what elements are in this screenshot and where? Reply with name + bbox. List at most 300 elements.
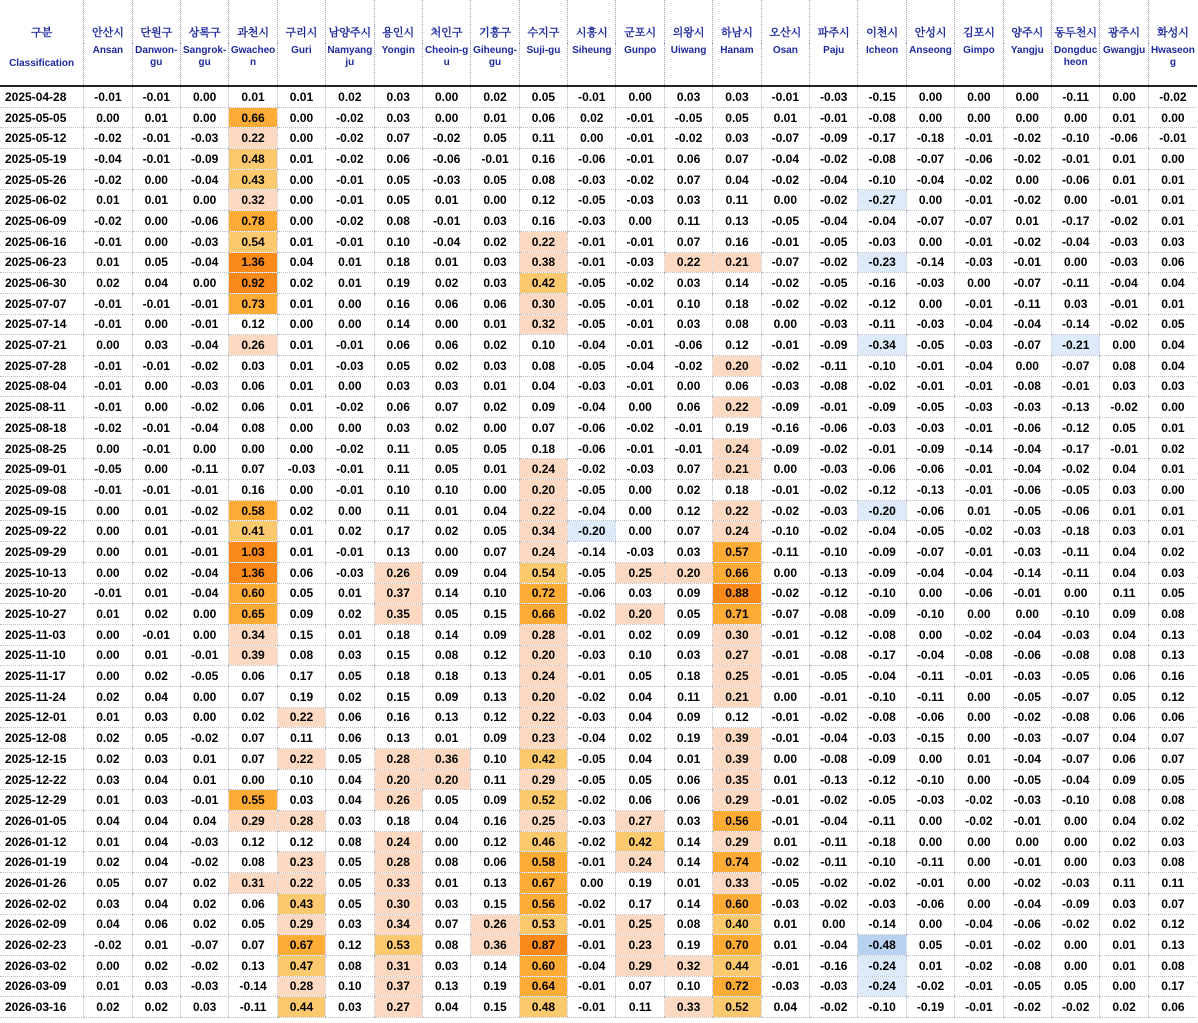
value-cell: 0.01 (180, 769, 228, 790)
value-cell: 0.03 (664, 645, 712, 666)
date-cell: 2025-09-08 (0, 480, 84, 501)
date-cell: 2025-09-22 (0, 521, 84, 542)
value-cell: 0.00 (422, 314, 470, 335)
value-cell: -0.02 (84, 211, 132, 232)
value-cell: 0.01 (84, 252, 132, 273)
value-cell: -0.08 (955, 645, 1003, 666)
value-cell: -0.01 (180, 480, 228, 501)
column-header-en: Hwaseong (1148, 43, 1197, 86)
date-cell: 2025-11-17 (0, 666, 84, 687)
value-cell: 0.05 (132, 728, 180, 749)
table-row (0, 893, 1197, 914)
value-cell: 0.26 (374, 562, 422, 583)
value-cell: -0.02 (616, 418, 664, 439)
value-cell: -0.04 (180, 583, 228, 604)
column-header-ko: 안성시 (906, 0, 954, 43)
value-cell: 0.03 (84, 769, 132, 790)
value-cell: 0.02 (132, 666, 180, 687)
value-cell: 0.02 (84, 728, 132, 749)
value-cell: 0.02 (326, 86, 374, 107)
value-cell: -0.05 (568, 190, 616, 211)
value-cell: 0.00 (132, 459, 180, 480)
value-cell: 0.07 (229, 728, 277, 749)
value-cell: 0.64 (519, 976, 567, 997)
value-cell: 0.00 (84, 542, 132, 563)
value-cell: 0.00 (277, 169, 325, 190)
value-cell: 0.92 (229, 273, 277, 294)
value-cell: 0.04 (422, 811, 470, 832)
value-cell: -0.02 (568, 893, 616, 914)
value-cell: -0.01 (761, 955, 809, 976)
column-header-en: Gunpo (616, 43, 664, 86)
table-row (0, 480, 1197, 501)
value-cell: -0.09 (906, 438, 954, 459)
value-cell: 0.14 (664, 893, 712, 914)
value-cell: 0.00 (1003, 107, 1051, 128)
value-cell: 0.18 (374, 624, 422, 645)
column-header-en: Uiwang (664, 43, 712, 86)
value-cell: 0.01 (1148, 459, 1197, 480)
value-cell: 0.04 (132, 811, 180, 832)
value-cell: 0.04 (713, 169, 761, 190)
column-header-ko: 시흥시 (568, 0, 616, 43)
value-cell: -0.01 (955, 480, 1003, 501)
value-cell: 0.04 (326, 790, 374, 811)
value-cell: -0.10 (761, 521, 809, 542)
value-cell: 0.00 (568, 128, 616, 149)
value-cell: -0.10 (906, 769, 954, 790)
table-row (0, 438, 1197, 459)
value-cell: 0.17 (1148, 976, 1197, 997)
value-cell: 0.00 (84, 521, 132, 542)
value-cell: 0.31 (374, 955, 422, 976)
table-row (0, 542, 1197, 563)
value-cell: 0.00 (906, 624, 954, 645)
value-cell: -0.04 (858, 666, 906, 687)
value-cell: 0.02 (471, 397, 519, 418)
value-cell: 0.05 (471, 521, 519, 542)
value-cell: -0.03 (422, 169, 470, 190)
value-cell: -0.02 (568, 686, 616, 707)
value-cell: -0.01 (664, 418, 712, 439)
value-cell: -0.05 (568, 293, 616, 314)
value-cell: 0.43 (277, 893, 325, 914)
value-cell: 0.01 (326, 583, 374, 604)
value-cell: -0.14 (568, 542, 616, 563)
value-cell: 0.53 (519, 914, 567, 935)
value-cell: 0.01 (132, 107, 180, 128)
value-cell: 0.11 (277, 728, 325, 749)
value-cell: 0.16 (374, 707, 422, 728)
value-cell: 0.05 (1148, 583, 1197, 604)
value-cell: 0.00 (1052, 107, 1100, 128)
value-cell: -0.14 (955, 438, 1003, 459)
value-cell: 0.29 (616, 955, 664, 976)
value-cell: 0.23 (616, 935, 664, 956)
value-cell: 0.24 (713, 521, 761, 542)
value-cell: 0.03 (664, 811, 712, 832)
value-cell: -0.08 (1003, 376, 1051, 397)
value-cell: -0.03 (180, 976, 228, 997)
value-cell: -0.03 (858, 728, 906, 749)
date-cell: 2025-09-01 (0, 459, 84, 480)
value-cell: 0.02 (422, 355, 470, 376)
value-cell: 0.24 (616, 852, 664, 873)
value-cell: 0.10 (471, 749, 519, 770)
column-header-en: Yongin (374, 43, 422, 86)
value-cell: 0.88 (713, 583, 761, 604)
value-cell: -0.09 (858, 542, 906, 563)
value-cell: 0.02 (132, 562, 180, 583)
value-cell: 0.10 (664, 293, 712, 314)
value-cell: 0.29 (229, 811, 277, 832)
value-cell: 0.02 (132, 955, 180, 976)
value-cell: 0.32 (519, 314, 567, 335)
table-row (0, 459, 1197, 480)
value-cell: 0.03 (471, 273, 519, 294)
value-cell: 0.01 (132, 645, 180, 666)
value-cell: -0.03 (906, 790, 954, 811)
value-cell: -0.02 (810, 521, 858, 542)
value-cell: -0.04 (761, 149, 809, 170)
value-cell: 0.17 (277, 666, 325, 687)
value-cell: 0.00 (229, 438, 277, 459)
value-cell: 0.05 (374, 169, 422, 190)
value-cell: -0.11 (810, 355, 858, 376)
value-cell: -0.18 (1052, 521, 1100, 542)
value-cell: -0.02 (84, 169, 132, 190)
value-cell: -0.11 (810, 831, 858, 852)
value-cell: 0.23 (519, 728, 567, 749)
column-header-en: Gwangju (1100, 43, 1148, 86)
value-cell: 0.07 (422, 914, 470, 935)
value-cell: 0.08 (1148, 790, 1197, 811)
value-cell: -0.04 (568, 335, 616, 356)
date-cell: 2025-06-23 (0, 252, 84, 273)
value-cell: 0.03 (374, 418, 422, 439)
value-cell: -0.02 (1003, 190, 1051, 211)
table-row (0, 252, 1197, 273)
value-cell: -0.03 (810, 86, 858, 107)
value-cell: 0.08 (326, 831, 374, 852)
value-cell: -0.12 (810, 583, 858, 604)
value-cell: -0.04 (810, 728, 858, 749)
value-cell: -0.05 (568, 562, 616, 583)
value-cell: 0.19 (616, 873, 664, 894)
value-cell: -0.05 (906, 335, 954, 356)
value-cell: 0.04 (132, 831, 180, 852)
date-cell: 2025-08-11 (0, 397, 84, 418)
value-cell: 0.03 (713, 128, 761, 149)
value-cell: 0.09 (1100, 769, 1148, 790)
value-cell: 0.09 (664, 624, 712, 645)
value-cell: 0.09 (277, 604, 325, 625)
value-cell: -0.02 (326, 128, 374, 149)
date-cell: 2025-06-30 (0, 273, 84, 294)
value-cell: 0.00 (84, 666, 132, 687)
value-cell: 0.00 (906, 749, 954, 770)
value-cell: -0.02 (810, 893, 858, 914)
value-cell: -0.01 (326, 169, 374, 190)
value-cell: -0.03 (761, 376, 809, 397)
value-cell: 0.04 (616, 707, 664, 728)
column-header-en: Dongducheon (1052, 43, 1100, 86)
value-cell: 0.07 (1148, 893, 1197, 914)
value-cell: 0.67 (277, 935, 325, 956)
date-cell: 2025-10-20 (0, 583, 84, 604)
value-cell: 0.10 (374, 480, 422, 501)
value-cell: -0.04 (180, 335, 228, 356)
value-cell: -0.12 (858, 480, 906, 501)
value-cell: -0.02 (1003, 707, 1051, 728)
value-cell: 0.01 (84, 604, 132, 625)
column-header-en: Anseong (906, 43, 954, 86)
value-cell: 0.01 (132, 521, 180, 542)
value-cell: 0.24 (713, 438, 761, 459)
value-cell: 0.03 (1148, 376, 1197, 397)
value-cell: 0.36 (422, 749, 470, 770)
value-cell: -0.04 (568, 397, 616, 418)
value-cell: 0.53 (374, 935, 422, 956)
date-cell: 2025-08-25 (0, 438, 84, 459)
value-cell: 0.00 (1052, 852, 1100, 873)
value-cell: 0.07 (374, 128, 422, 149)
value-cell: 0.01 (1100, 169, 1148, 190)
value-cell: 0.25 (519, 811, 567, 832)
value-cell: -0.04 (568, 728, 616, 749)
value-cell: 0.07 (422, 397, 470, 418)
column-header-en: Siheung (568, 43, 616, 86)
value-cell: -0.03 (810, 459, 858, 480)
value-cell: 0.04 (1148, 335, 1197, 356)
value-cell: 0.04 (1100, 624, 1148, 645)
value-cell: 0.01 (84, 831, 132, 852)
value-cell: 0.36 (471, 935, 519, 956)
value-cell: -0.03 (1003, 666, 1051, 687)
value-cell: 0.39 (229, 645, 277, 666)
value-cell: 0.03 (1148, 231, 1197, 252)
value-cell: 0.01 (132, 935, 180, 956)
value-cell: 0.29 (519, 769, 567, 790)
value-cell: 0.00 (132, 376, 180, 397)
value-cell: 0.01 (326, 273, 374, 294)
value-cell: -0.02 (1100, 211, 1148, 232)
date-cell: 2025-04-28 (0, 86, 84, 107)
value-cell: 0.42 (519, 749, 567, 770)
value-cell: -0.03 (955, 335, 1003, 356)
value-cell: -0.04 (422, 231, 470, 252)
value-cell: 0.07 (229, 749, 277, 770)
value-cell: 1.36 (229, 562, 277, 583)
date-cell: 2026-02-23 (0, 935, 84, 956)
value-cell: -0.01 (180, 314, 228, 335)
value-cell: 0.13 (374, 728, 422, 749)
value-cell: 0.05 (374, 190, 422, 211)
value-cell: -0.01 (858, 438, 906, 459)
value-cell: 0.13 (1148, 645, 1197, 666)
value-cell: -0.03 (761, 976, 809, 997)
value-cell: -0.05 (1003, 769, 1051, 790)
value-cell: -0.03 (1100, 252, 1148, 273)
column-header-ko: 화성시 (1148, 0, 1197, 43)
table-row (0, 790, 1197, 811)
value-cell: -0.03 (326, 355, 374, 376)
value-cell: 0.03 (422, 893, 470, 914)
value-cell: -0.11 (1052, 562, 1100, 583)
value-cell: 0.07 (471, 542, 519, 563)
value-cell: -0.01 (955, 231, 1003, 252)
value-cell: -0.03 (616, 459, 664, 480)
value-cell: 0.06 (713, 376, 761, 397)
value-cell: 0.07 (664, 169, 712, 190)
value-cell: 0.44 (713, 955, 761, 976)
value-cell: -0.03 (616, 542, 664, 563)
value-cell: 0.01 (664, 749, 712, 770)
table-row (0, 976, 1197, 997)
value-cell: -0.06 (568, 418, 616, 439)
value-cell: -0.01 (568, 252, 616, 273)
value-cell: -0.04 (810, 211, 858, 232)
value-cell: 0.00 (84, 500, 132, 521)
value-cell: -0.01 (761, 728, 809, 749)
value-cell: -0.02 (955, 955, 1003, 976)
value-cell: 0.06 (1148, 252, 1197, 273)
value-cell: -0.02 (84, 935, 132, 956)
table-row (0, 128, 1197, 149)
value-cell: -0.02 (326, 149, 374, 170)
value-cell: 0.02 (1100, 914, 1148, 935)
value-cell: -0.08 (858, 107, 906, 128)
value-cell: 0.08 (664, 914, 712, 935)
value-cell: 0.11 (664, 211, 712, 232)
date-cell: 2026-02-09 (0, 914, 84, 935)
value-cell: 0.01 (761, 831, 809, 852)
value-cell: 0.01 (471, 314, 519, 335)
value-cell: 0.38 (519, 252, 567, 273)
value-cell: -0.02 (955, 521, 1003, 542)
value-cell: 0.01 (422, 500, 470, 521)
value-cell: 0.12 (519, 190, 567, 211)
table-row (0, 376, 1197, 397)
date-cell: 2026-03-16 (0, 997, 84, 1018)
value-cell: -0.04 (1003, 749, 1051, 770)
value-cell: 0.32 (664, 955, 712, 976)
date-cell: 2026-01-12 (0, 831, 84, 852)
value-cell: 0.04 (180, 811, 228, 832)
date-cell: 2025-05-05 (0, 107, 84, 128)
value-cell: -0.13 (1052, 397, 1100, 418)
value-cell: -0.14 (1003, 562, 1051, 583)
value-cell: -0.02 (1052, 997, 1100, 1018)
value-cell: 0.00 (422, 831, 470, 852)
value-cell: 0.04 (84, 811, 132, 832)
value-cell: 0.00 (1052, 190, 1100, 211)
value-cell: -0.02 (1003, 149, 1051, 170)
value-cell: 1.36 (229, 252, 277, 273)
value-cell: -0.02 (955, 169, 1003, 190)
value-cell: -0.09 (858, 749, 906, 770)
date-cell: 2025-08-18 (0, 418, 84, 439)
value-cell: 0.03 (664, 273, 712, 294)
value-cell: 0.01 (955, 749, 1003, 770)
value-cell: -0.01 (326, 480, 374, 501)
value-cell: -0.02 (810, 149, 858, 170)
value-cell: 0.52 (519, 790, 567, 811)
value-cell: 0.00 (1003, 355, 1051, 376)
value-cell: 0.05 (277, 583, 325, 604)
value-cell: 0.25 (616, 562, 664, 583)
value-cell: 0.07 (713, 149, 761, 170)
value-cell: 0.19 (471, 976, 519, 997)
value-cell: 0.01 (761, 769, 809, 790)
value-cell: 0.01 (84, 976, 132, 997)
value-cell: 0.05 (326, 852, 374, 873)
value-cell: -0.02 (761, 583, 809, 604)
value-cell: 0.03 (1100, 376, 1148, 397)
value-cell: -0.04 (955, 314, 1003, 335)
value-cell: 0.03 (1148, 831, 1197, 852)
value-cell: 0.01 (84, 790, 132, 811)
value-cell: -0.02 (422, 128, 470, 149)
value-cell: -0.02 (1052, 914, 1100, 935)
value-cell: 0.11 (374, 438, 422, 459)
value-cell: 0.00 (761, 459, 809, 480)
value-cell: -0.01 (1100, 190, 1148, 211)
value-cell: 0.00 (277, 107, 325, 128)
value-cell: -0.03 (1052, 624, 1100, 645)
value-cell: 0.01 (1148, 190, 1197, 211)
value-cell: 0.00 (810, 914, 858, 935)
value-cell: 0.00 (1100, 976, 1148, 997)
value-cell: 0.22 (277, 873, 325, 894)
value-cell: 0.27 (616, 811, 664, 832)
value-cell: 0.00 (955, 686, 1003, 707)
value-cell: 0.01 (277, 521, 325, 542)
value-cell: 0.22 (277, 749, 325, 770)
value-cell: -0.06 (1003, 480, 1051, 501)
value-cell: 0.22 (713, 500, 761, 521)
date-cell: 2025-05-19 (0, 149, 84, 170)
value-cell: 0.11 (616, 997, 664, 1018)
value-cell: -0.06 (1003, 914, 1051, 935)
value-cell: -0.17 (858, 128, 906, 149)
value-cell: -0.06 (1052, 500, 1100, 521)
value-cell: -0.02 (1003, 128, 1051, 149)
value-cell: -0.11 (810, 852, 858, 873)
table-row (0, 418, 1197, 439)
value-cell: -0.04 (1003, 624, 1051, 645)
column-header-ko: 상록구 (180, 0, 228, 43)
value-cell: 0.00 (1100, 335, 1148, 356)
value-cell: 0.72 (519, 583, 567, 604)
value-cell: -0.20 (568, 521, 616, 542)
value-cell: -0.10 (906, 604, 954, 625)
value-cell: 0.01 (471, 376, 519, 397)
value-cell: 0.03 (471, 252, 519, 273)
value-cell: -0.01 (955, 666, 1003, 687)
value-cell: -0.01 (84, 231, 132, 252)
value-cell: -0.48 (858, 935, 906, 956)
value-cell: 0.09 (519, 397, 567, 418)
date-cell: 2025-09-15 (0, 500, 84, 521)
table-row (0, 107, 1197, 128)
value-cell: 0.17 (374, 521, 422, 542)
value-cell: 0.04 (132, 273, 180, 294)
value-cell: 0.00 (277, 314, 325, 335)
value-cell: 0.70 (713, 935, 761, 956)
value-cell: 0.04 (471, 500, 519, 521)
value-cell: 0.05 (326, 893, 374, 914)
